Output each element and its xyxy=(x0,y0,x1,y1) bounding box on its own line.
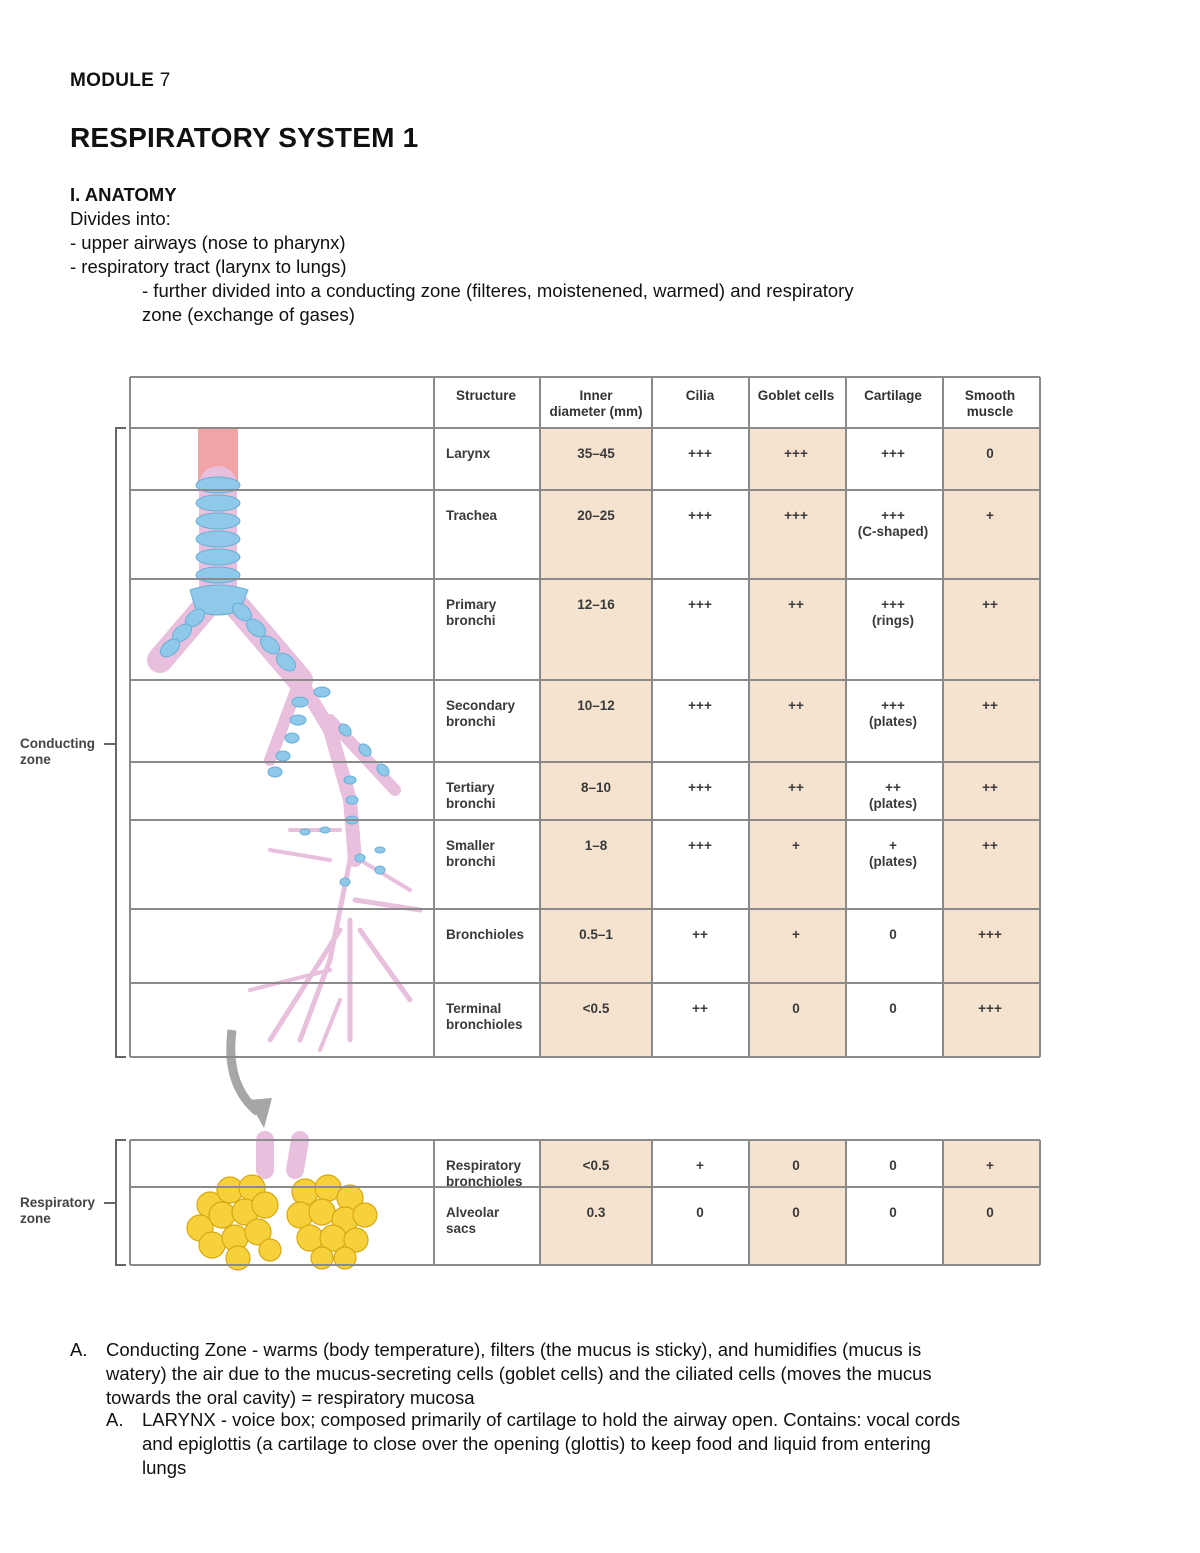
section-heading: I. ANATOMY xyxy=(70,184,177,205)
goblet-value: 0 xyxy=(792,1158,800,1173)
cilia-value: +++ xyxy=(688,597,712,612)
table-row xyxy=(446,508,994,539)
zone-label-conducting: zone xyxy=(20,752,51,767)
note-line: towards the oral cavity) = respiratory mucosa xyxy=(106,1387,475,1408)
goblet-value: ++ xyxy=(788,780,804,795)
table-row xyxy=(446,446,994,461)
goblet-value: + xyxy=(792,838,800,853)
muscle-value: + xyxy=(986,1158,994,1173)
structure-name: Tertiary xyxy=(446,780,495,795)
goblet-value: ++ xyxy=(788,597,804,612)
cartilage-value: ++ xyxy=(885,780,901,795)
goblet-value: + xyxy=(792,927,800,942)
cilia-value: +++ xyxy=(688,508,712,523)
muscle-value: 0 xyxy=(986,1205,994,1220)
cartilage-value: (C-shaped) xyxy=(857,524,929,539)
intro-subline: zone (exchange of gases) xyxy=(142,304,355,325)
module-label: MODULE 7 xyxy=(70,70,171,91)
table-row xyxy=(446,1205,994,1236)
muscle-value: + xyxy=(986,508,994,523)
diameter-value: <0.5 xyxy=(582,1001,610,1016)
diameter-value: 20–25 xyxy=(577,508,615,523)
structure-name: bronchi xyxy=(446,796,496,811)
note-line: LARYNX - voice box; composed primarily of cartilage to hold the airway open. Contains: vocal cords xyxy=(142,1409,961,1430)
zone-arrowhead xyxy=(248,1098,272,1128)
page-title: RESPIRATORY SYSTEM 1 xyxy=(70,122,419,153)
cilia-value: + xyxy=(696,1158,704,1173)
structure-name: bronchioles xyxy=(446,1174,523,1189)
zone-label-respiratory: zone xyxy=(20,1211,51,1226)
structure-name: Trachea xyxy=(446,508,498,523)
airway-illustration xyxy=(157,428,420,1270)
header-goblet: Goblet cells xyxy=(757,388,835,403)
cilia-value: +++ xyxy=(688,446,712,461)
note-line: lungs xyxy=(142,1457,187,1478)
muscle-value: ++ xyxy=(982,698,998,713)
intro-line: - upper airways (nose to pharynx) xyxy=(70,232,346,253)
diameter-value: 0.3 xyxy=(586,1205,606,1220)
note-line: Conducting Zone - warms (body temperature), filters (the mucus is sticky), and humidifies (mucus is xyxy=(106,1339,922,1360)
muscle-value: 0 xyxy=(986,446,994,461)
table-row xyxy=(446,698,998,729)
structure-name: Terminal xyxy=(446,1001,502,1016)
table-row xyxy=(446,927,1002,942)
header-muscle: muscle xyxy=(966,404,1014,419)
header-diameter: Inner xyxy=(579,388,613,403)
cilia-value: +++ xyxy=(688,698,712,713)
alveoli-clusters xyxy=(187,1175,377,1270)
cartilage-value: (plates) xyxy=(868,854,918,869)
cartilage-value: (rings) xyxy=(872,613,914,628)
structure-name: Larynx xyxy=(446,446,491,461)
structure-name: Respiratory xyxy=(446,1158,522,1173)
cartilage-value: +++ xyxy=(881,698,905,713)
structure-name: bronchi xyxy=(446,613,496,628)
intro-line: Divides into: xyxy=(70,208,171,229)
muscle-value: +++ xyxy=(978,1001,1002,1016)
structure-name: Smaller xyxy=(446,838,495,853)
note-conducting-zone xyxy=(70,1338,1160,1410)
note-line: and epiglottis (a cartilage to close over the opening (glottis) to keep food and liquid from entering xyxy=(142,1433,931,1454)
goblet-value: 0 xyxy=(792,1205,800,1220)
goblet-value: +++ xyxy=(784,446,808,461)
table-row xyxy=(446,780,998,811)
cilia-value: +++ xyxy=(688,780,712,795)
diameter-value: 0.5–1 xyxy=(579,927,613,942)
goblet-value: 0 xyxy=(792,1001,800,1016)
goblet-value: ++ xyxy=(788,698,804,713)
header-structure: Structure xyxy=(455,388,517,403)
structure-name: bronchioles xyxy=(446,1017,523,1032)
cartilage-value: +++ xyxy=(881,597,905,612)
muscle-value: ++ xyxy=(982,838,998,853)
structure-name: Primary xyxy=(446,597,497,612)
cartilage-value: 0 xyxy=(889,1158,897,1173)
structure-name: Bronchioles xyxy=(446,927,525,942)
header-diameter: diameter (mm) xyxy=(549,404,643,419)
muscle-value: +++ xyxy=(978,927,1002,942)
table-row xyxy=(446,1001,1002,1032)
structure-name: Secondary xyxy=(446,698,516,713)
cilia-value: 0 xyxy=(696,1205,704,1220)
cartilage-value: (plates) xyxy=(868,796,918,811)
cartilage-value: + xyxy=(889,838,897,853)
header-cartilage: Cartilage xyxy=(864,388,922,403)
zone-label-respiratory: Respiratory xyxy=(20,1195,96,1210)
intro-line: - respiratory tract (larynx to lungs) xyxy=(70,256,347,277)
structure-name: Alveolar xyxy=(446,1205,500,1220)
note-line: watery) the air due to the mucus-secreting cells (goblet cells) and the ciliated cells (moves the mucus xyxy=(106,1363,932,1384)
diameter-value: 35–45 xyxy=(577,446,615,461)
list-marker: A. xyxy=(106,1409,124,1430)
diameter-value: 12–16 xyxy=(577,597,615,612)
table-row xyxy=(446,1158,994,1189)
diameter-value: 10–12 xyxy=(577,698,615,713)
diameter-value: <0.5 xyxy=(582,1158,610,1173)
structure-name: bronchi xyxy=(446,854,496,869)
structure-name: bronchi xyxy=(446,714,496,729)
cartilage-value: +++ xyxy=(881,508,905,523)
intro-subline: - further divided into a conducting zone (filteres, moistenened, warmed) and respiratory xyxy=(142,280,854,301)
muscle-value: ++ xyxy=(982,597,998,612)
cartilage-value: 0 xyxy=(889,1001,897,1016)
list-marker: A. xyxy=(70,1339,88,1360)
zone-label-conducting: Conducting xyxy=(20,736,95,751)
cartilage-value: +++ xyxy=(881,446,905,461)
cilia-value: ++ xyxy=(692,1001,708,1016)
cilia-value: +++ xyxy=(688,838,712,853)
cartilage-value: 0 xyxy=(889,927,897,942)
goblet-value: +++ xyxy=(784,508,808,523)
note-larynx xyxy=(106,1408,1166,1480)
diameter-value: 1–8 xyxy=(584,838,608,853)
table-row xyxy=(446,597,998,628)
cilia-value: ++ xyxy=(692,927,708,942)
table-row xyxy=(446,838,998,869)
muscle-value: ++ xyxy=(982,780,998,795)
diameter-value: 8–10 xyxy=(580,780,612,795)
table-rows xyxy=(446,446,1002,1236)
header-muscle: Smooth xyxy=(964,388,1016,403)
cartilage-value: (plates) xyxy=(868,714,918,729)
cartilage-value: 0 xyxy=(889,1205,897,1220)
structure-name: sacs xyxy=(446,1221,477,1236)
header-cilia: Cilia xyxy=(685,388,715,403)
zone-brackets xyxy=(104,428,126,1265)
